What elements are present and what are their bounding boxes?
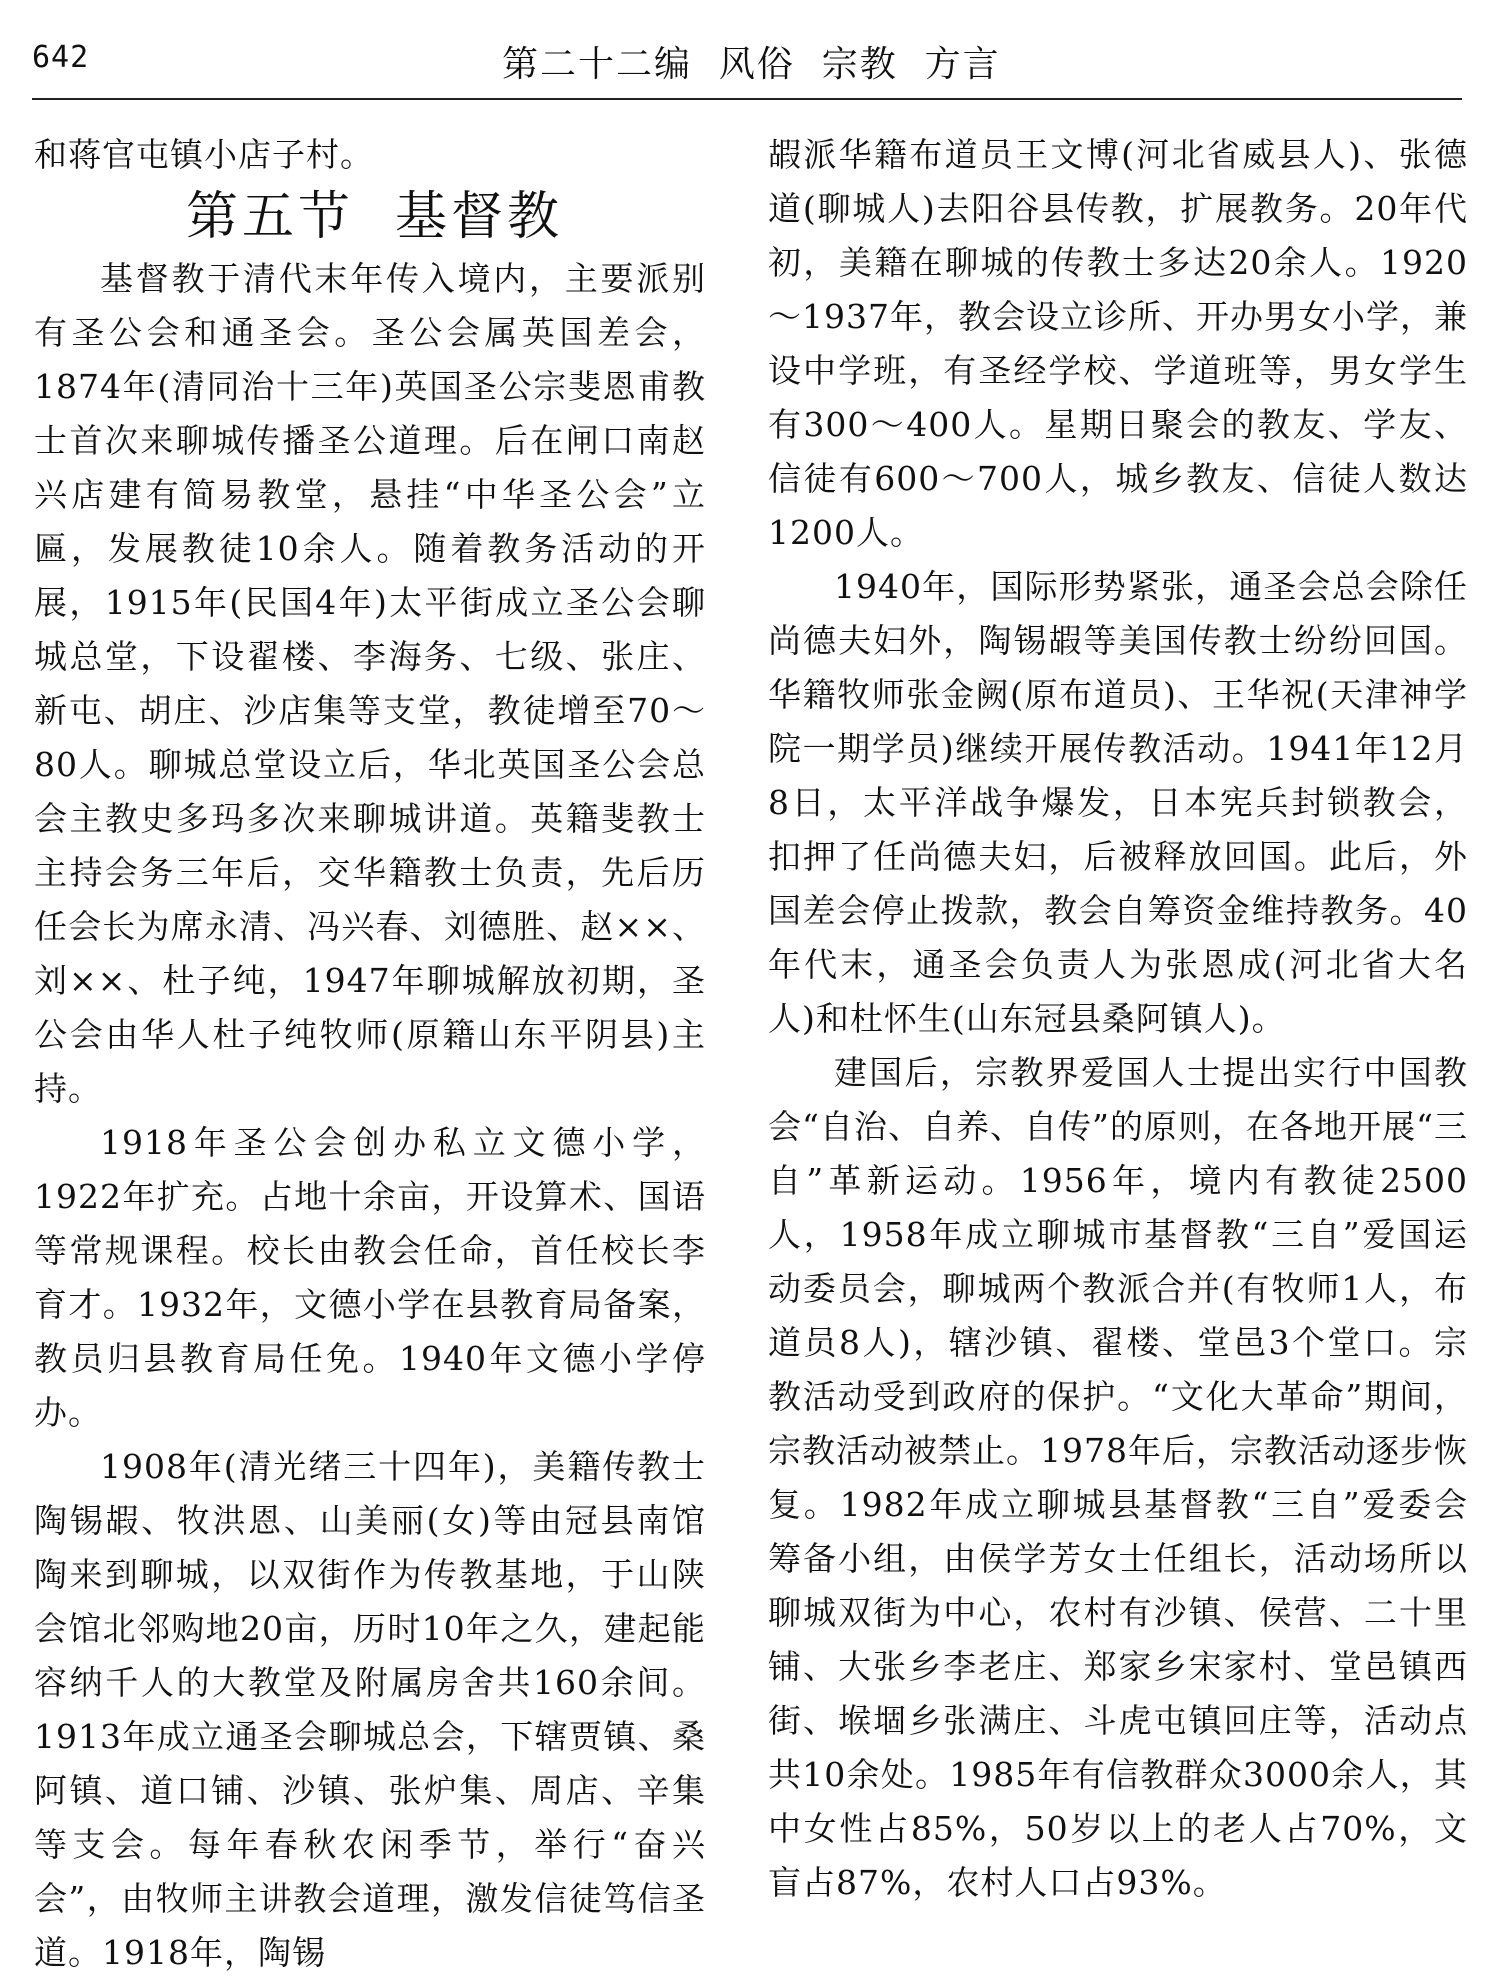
paragraph: 建国后，宗教界爱国人士提出实行中国教会“自治、自养、自传”的原则，在各地开展“三自”革新运动。1956年，境内有教徒2500人，1958年成立聊城市基督教“三自”爱国运动委员会，聊城两个教派合并(有牧师1人，布道员8人)，辖沙镇、翟楼、堂邑3个堂口。宗教活动受到政府的保护。“文化大革命”期间，宗教活动被禁止。1978年后，宗教活动逐步恢复。1982年成立聊城县基督教“三自”爱委会筹备小组，由侯学芳女士任组长，活动场所以聊城双街为中心，农村有沙镇、侯营、二十里铺、大张乡李老庄、郑家乡宋家村、堂邑镇西街、堠堌乡张满庄、斗虎屯镇回庄等，活动点共10余处。1985年有信教群众3000余人，其中女性占85%，50岁以上的老人占70%，文盲占87%，农村人口占93%。 (768, 1053, 1468, 1902)
continuation-text: 和蒋官屯镇小店子村。 (34, 135, 374, 174)
paragraph: 1940年，国际形势紧张，通圣会总会除任尚德夫妇外，陶锡嘏等美国传教士纷纷回国。华籍牧师张金阙(原布道员)、王华祝(天津神学院一期学员)继续开展传教活动。1941年12月8日，太平洋战争爆发，日本宪兵封锁教会，扣押了任尚德夫妇，后被释放回国。此后，外国差会停止拨款，教会自筹资金维持教务。40年代末，通圣会负责人为张恩成(河北省大名人)和杜怀生(山东冠县桑阿镇人)。 (768, 567, 1468, 1038)
paragraph: 基督教于清代末年传入境内，主要派别有圣公会和通圣会。圣公会属英国差会，1874年(清同治十三年)英国圣公宗斐恩甫教士首次来聊城传播圣公道理。后在闸口南赵兴店建有简易教堂，悬挂“中华圣公会”立匾，发展教徒10余人。随着教务活动的开展，1915年(民国4年)太平街成立圣公会聊城总堂，下设翟楼、李海务、七级、张庄、新屯、胡庄、沙店集等支堂，教徒增至70～80人。聊城总堂设立后，华北英国圣公会总会主教史多玛多次来聊城讲道。英籍斐教士主持会务三年后，交华籍教士负责，先后历任会长为席永清、冯兴春、刘德胜、赵××、刘××、杜子纯，1947年聊城解放初期，圣公会由华人杜子纯牧师(原籍山东平阴县)主持。 (34, 259, 706, 1108)
section-title: 第五节 基督教 (186, 187, 564, 247)
page-number: 642 (32, 40, 90, 75)
paragraph: 1918年圣公会创办私立文德小学，1922年扩充。占地十余亩，开设算术、国语等常规课程。校长由教会任命，首任校长李育才。1932年，文德小学在县教育局备案，教员归县教育局任免。1940年文德小学停办。 (34, 1123, 706, 1432)
page-header (32, 28, 1462, 100)
left-column (34, 128, 706, 1980)
right-column (768, 128, 1468, 1910)
continuation-text: 嘏派华籍布道员王文博(河北省威县人)、张德道(聊城人)去阳谷县传教，扩展教务。20年代初，美籍在聊城的传教士多达20余人。1920～1937年，教会设立诊所、开办男女小学，兼设中学班，有圣经学校、学道班等，男女学生有300～400人。星期日聚会的教友、学友、信徒有600～700人，城乡教友、信徒人数达1200人。 (768, 135, 1468, 552)
paragraph: 1908年(清光绪三十四年)，美籍传教士陶锡嘏、牧洪恩、山美丽(女)等由冠县南馆陶来到聊城，以双街作为传教基地，于山陕会馆北邻购地20亩，历时10年之久，建起能容纳千人的大教堂及附属房舍共160余间。1913年成立通圣会聊城总会，下辖贾镇、桑阿镇、道口铺、沙镇、张炉集、周店、辛集等支会。每年春秋农闲季节，举行“奋兴会”，由牧师主讲教会道理，激发信徒笃信圣道。1918年，陶锡 (34, 1447, 706, 1972)
running-title: 第二十二编 风俗 宗教 方言 (502, 44, 1001, 85)
